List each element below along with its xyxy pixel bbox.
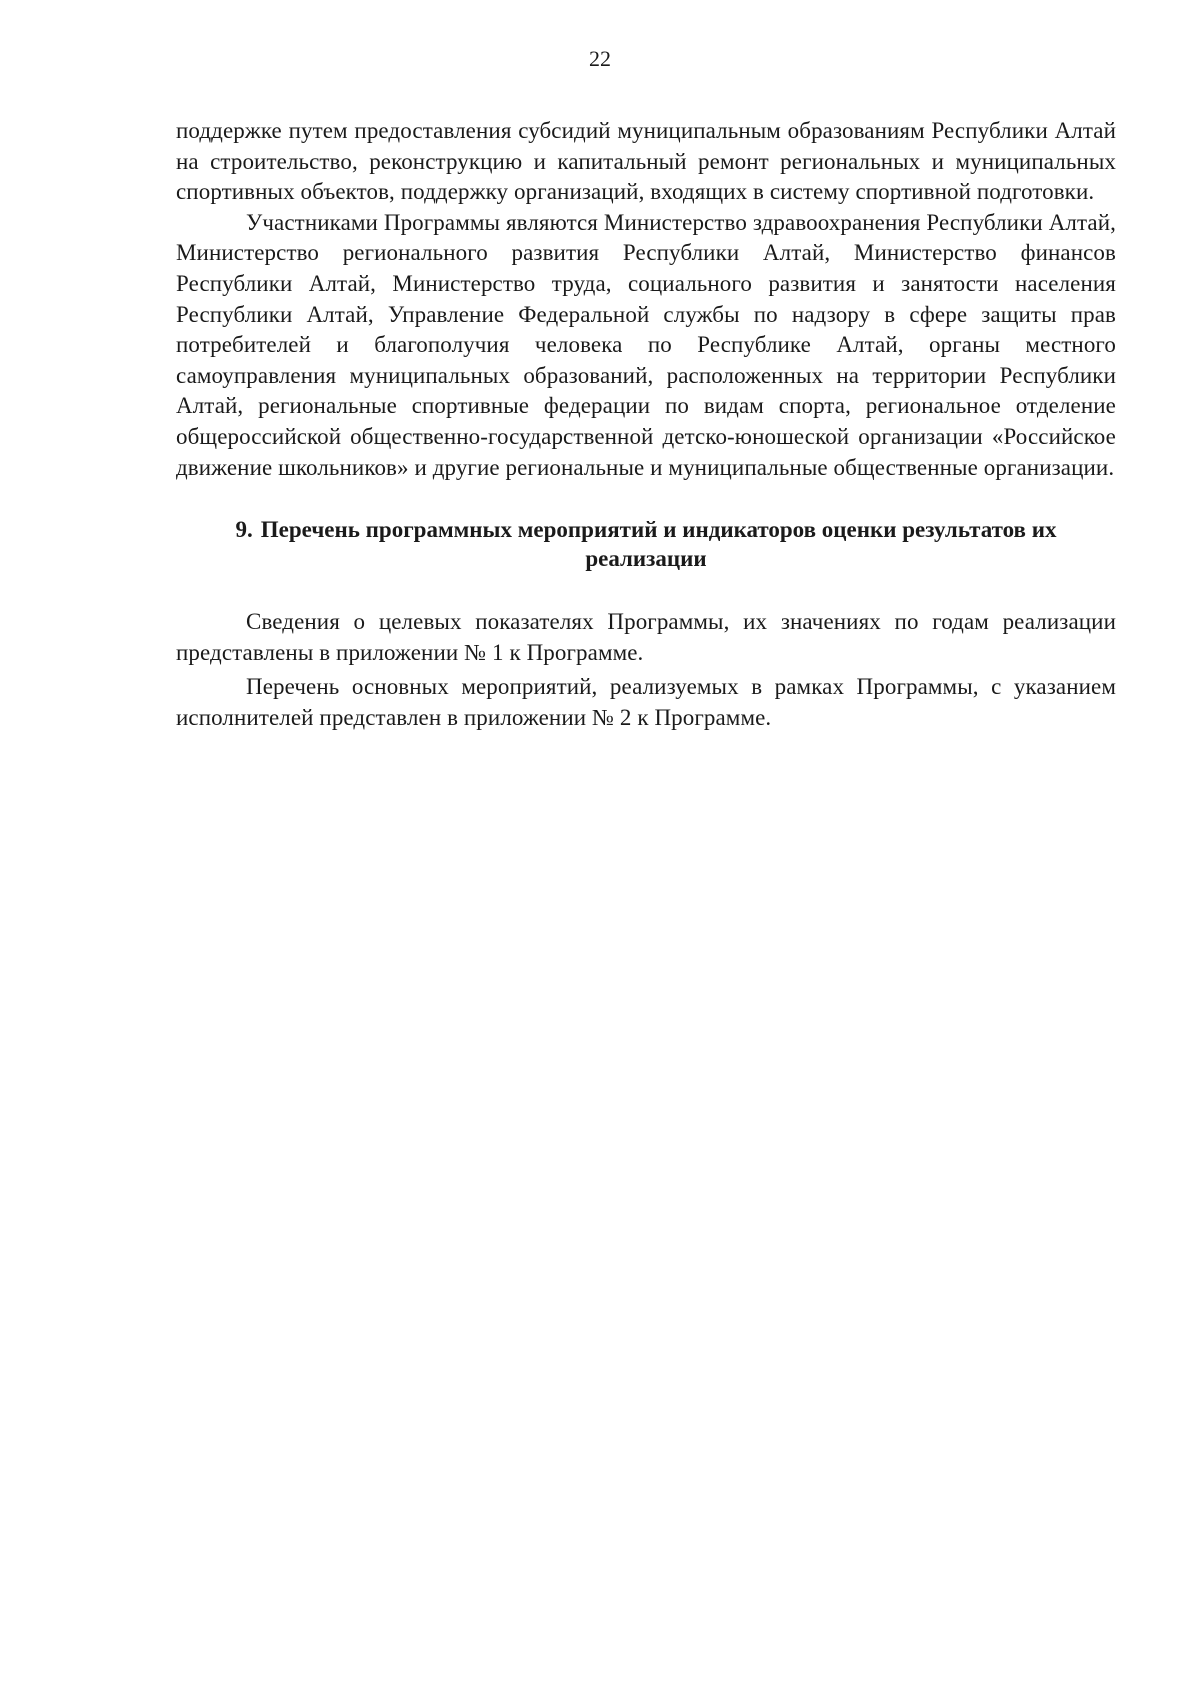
section-number: 9. <box>235 517 253 543</box>
paragraph-main-activities: Перечень основных мероприятий, реализуемых в рамках Программы, с указанием исполнителей представлен в приложении № 2 к Программе. <box>176 674 1116 730</box>
page-number: 22 <box>589 46 611 71</box>
section-heading <box>176 515 1116 573</box>
paragraph-continuation: поддержке путем предоставления субсидий муниципальным образованиям Республики Алтай на строительство, реконструкцию и капитальный ремонт региональных и муниципальных спортивных объектов, поддержку организаций, входящих в систему спортивной подготовки. <box>176 118 1116 205</box>
paragraph-participants: Участниками Программы являются Министерство здравоохранения Республики Алтай, Министерство регионального развития Республики Алтай, Министерство финансов Республики Алтай, Министерство труда, социального развития и занятости населения Республики Алтай, Управление Федеральной службы по надзору в сфере защиты прав потребителей и благополучия человека по Республике Алтай, органы местного самоуправления муниципальных образований, расположенных на территории Республики Алтай, региональные спортивные федерации по видам спорта, региональное отделение общероссийской общественно-государственной детско-юношеской организации «Российское движение школьников» и другие региональные и муниципальные общественные организации. <box>176 209 1116 480</box>
paragraph-target-indicators: Сведения о целевых показателях Программы, их значениях по годам реализации представлены в приложении № 1 к Программе. <box>176 609 1116 665</box>
document-body <box>176 116 1116 734</box>
section-title: Перечень программных мероприятий и индикаторов оценки результатов их реализации <box>260 517 1057 572</box>
